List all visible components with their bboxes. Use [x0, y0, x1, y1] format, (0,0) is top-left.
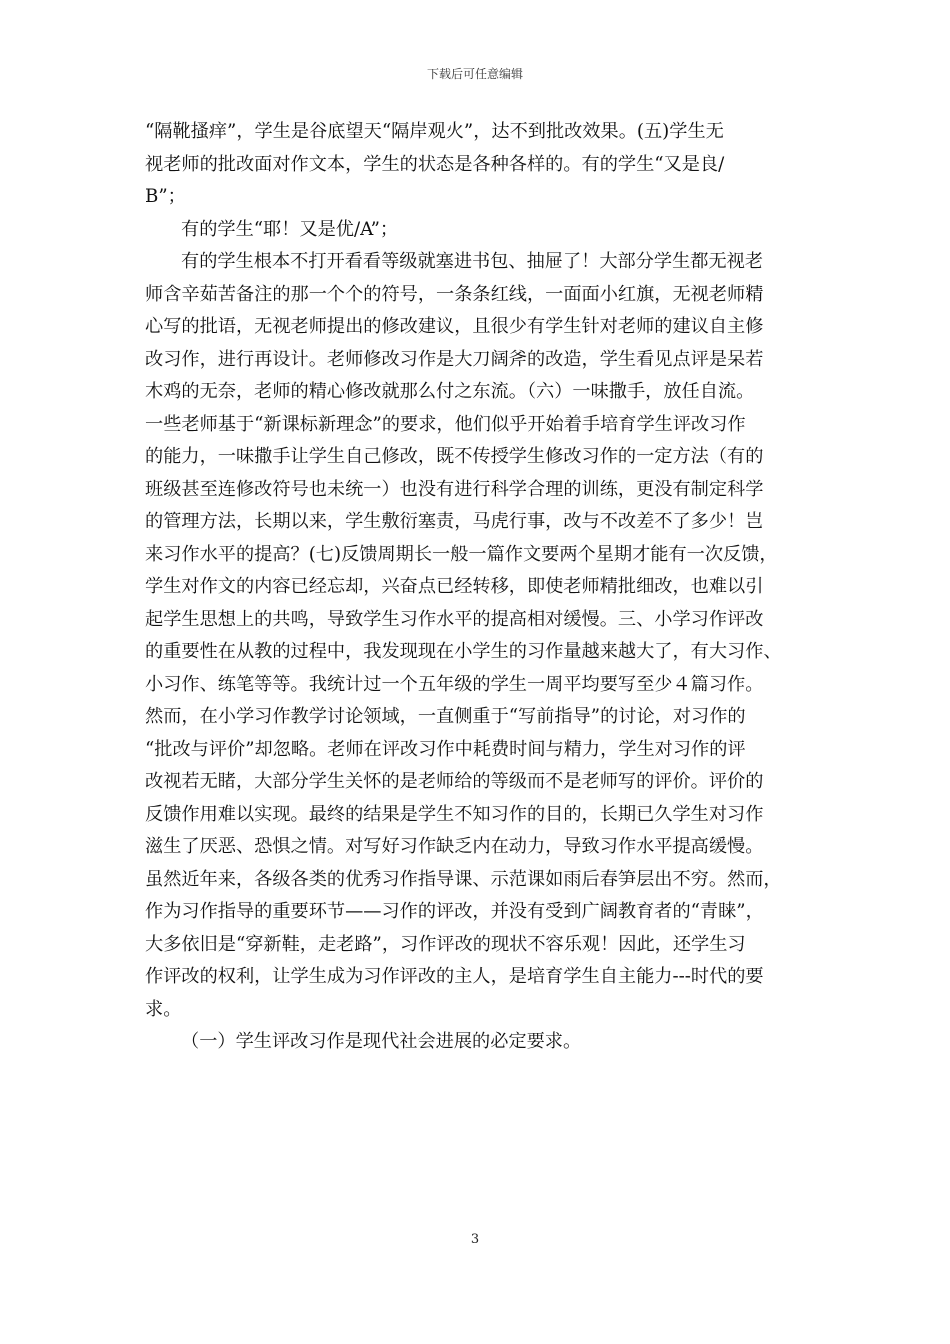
text-line: 求。: [145, 998, 182, 1020]
text-line: 心写的批语，无视老师提出的修改建议，且很少有学生针对老师的建议自主修: [145, 316, 764, 337]
text-line: 学生对作文的内容已经忘却，兴奋点已经转移，即使老师精批细改，也难以引: [145, 576, 764, 597]
text-line: 小习作、练笔等等。我统计过一个五年级的学生一周平均要写至少４篇习作。: [145, 673, 764, 695]
text-line: 有的学生根本不打开看看等级就塞进书包、抽屉了！大部分学生都无视老: [181, 251, 764, 272]
text-line: 的重要性在从教的过程中，我发现现在小学生的习作量越来越大了，有大习作、: [145, 641, 782, 662]
text-line: 的能力，一味撒手让学生自己修改，既不传授学生修改习作的一定方法（有的: [145, 446, 764, 467]
text-line: 作评改的权利，让学生成为习作评改的主人，是培育学生自主能力---时代的要: [145, 966, 764, 987]
text-line: 视老师的批改面对作文本，学生的状态是各种各样的。有的学生“又是良/: [145, 153, 725, 175]
text-line: （一）学生评改习作是现代社会进展的必定要求。: [181, 1031, 582, 1052]
text-line: 的管理方法，长期以来，学生敷衍塞责，马虎行事，改与不改差不了多少！岂: [145, 511, 764, 532]
text-line: 师含辛茹苦备注的那一个个的符号，一条条红线，一面面小红旗，无视老师精: [145, 283, 764, 305]
text-line: 班级甚至连修改符号也未统一）也没有进行科学合理的训练，更没有制定科学: [145, 478, 764, 500]
page-number: 3: [470, 1232, 480, 1247]
text-line: 木鸡的无奈，老师的精心修改就那么付之东流。（六）一味撒手，放任自流。: [145, 381, 755, 402]
text-line: “批改与评价”却忽略。老师在评改习作中耗费时间与精力，学生对习作的评: [145, 738, 746, 760]
text-line: 一些老师基于“新课标新理念”的要求，他们似乎开始着手培育学生评改习作: [145, 413, 746, 435]
body-text: [145, 116, 809, 1059]
text-line: B”；: [145, 186, 186, 207]
text-line: 改视若无睹，大部分学生关怀的是老师给的等级而不是老师写的评价。评价的: [145, 771, 764, 792]
text-line: 然而，在小学习作教学讨论领域，一直侧重于“写前指导”的讨论，对习作的: [145, 706, 746, 727]
text-line: 滋生了厌恶、恐惧之情。对写好习作缺乏内在动力，导致习作水平提高缓慢。: [145, 836, 764, 857]
page-header: 下载后可任意编辑: [426, 67, 523, 81]
text-line: 来习作水平的提高？(七)反馈周期长一般一篇作文要两个星期才能有一次反馈，: [145, 543, 778, 565]
text-line: “隔靴搔痒”，学生是谷底望天“隔岸观火”，达不到批改效果。(五)学生无: [145, 121, 724, 142]
text-line: 反馈作用难以实现。最终的结果是学生不知习作的目的，长期已久学生对习作: [145, 803, 764, 825]
text-line: 起学生思想上的共鸣，导致学生习作水平的提高相对缓慢。三、小学习作评改: [145, 608, 764, 630]
text-line: 作为习作指导的重要环节——习作的评改，并没有受到广阔教育者的“青睐”，: [145, 901, 764, 922]
text-line: 虽然近年来，各级各类的优秀习作指导课、示范课如雨后春笋层出不穷。然而，: [145, 868, 782, 890]
text-line: 改习作，进行再设计。老师修改习作是大刀阔斧的改造，学生看见点评是呆若: [145, 348, 764, 370]
text-line: 大多依旧是“穿新鞋，走老路”，习作评改的现状不容乐观！因此，还学生习: [145, 933, 746, 955]
text-line: 有的学生“耶！又是优/A”；: [181, 218, 399, 240]
